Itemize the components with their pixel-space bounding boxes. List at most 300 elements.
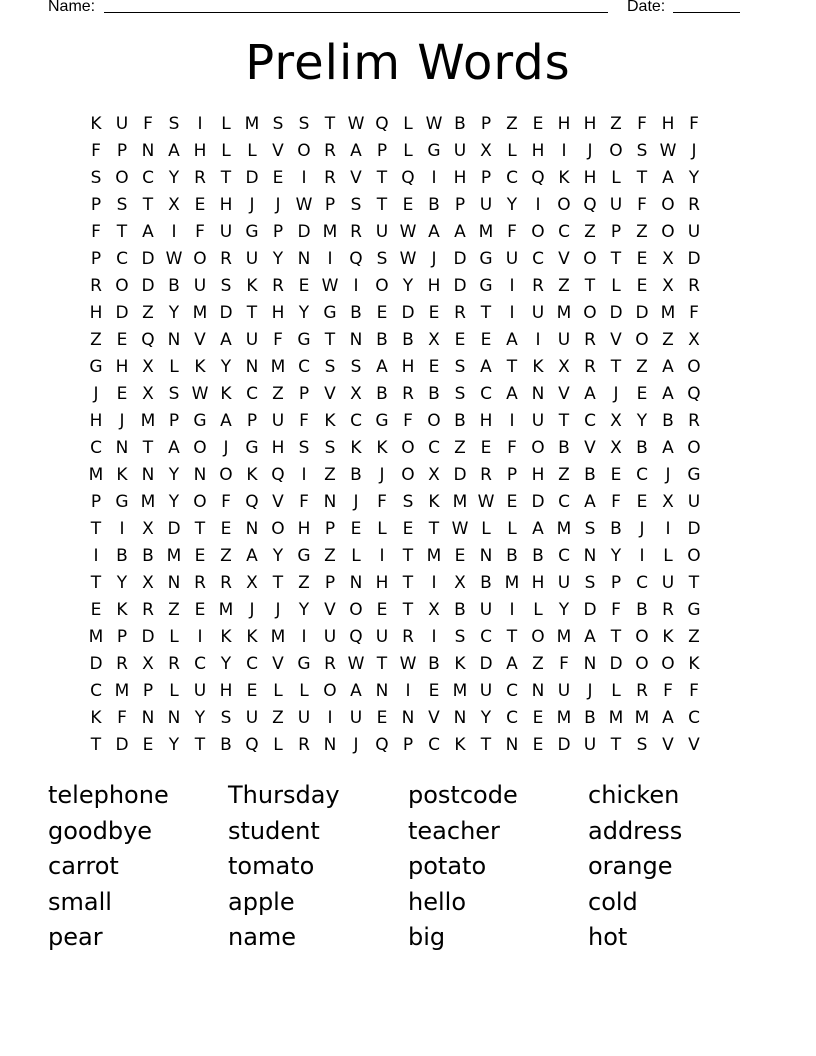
grid-letter: H [193,141,207,161]
grid-letter: N [531,384,545,404]
grid-letter: F [559,654,569,674]
grid-letter: C [688,708,700,728]
grid-letter: P [116,627,128,647]
grid-letter: J [275,600,281,620]
grid-letter: K [454,654,466,674]
grid-letter: P [90,249,102,269]
grid-letter: F [299,411,309,431]
grid-letter: N [141,465,155,485]
grid-letter: V [558,249,570,269]
grid-letter: R [584,330,596,350]
grid-letter: E [532,735,544,755]
grid-letter: P [454,195,466,215]
grid-letter: T [324,330,336,350]
grid-letter: K [246,465,258,485]
grid-letter: E [428,303,440,323]
date-blank-line[interactable] [673,12,740,13]
grid-letter: H [531,573,545,593]
grid-letter: F [611,492,621,512]
word-list-item: hello [408,887,466,916]
grid-letter: B [480,573,492,593]
grid-letter: U [323,627,337,647]
grid-letter: I [561,141,567,161]
grid-letter: C [194,654,206,674]
grid-letter: X [428,600,440,620]
grid-letter: B [506,546,518,566]
word-list-item: small [48,887,112,916]
grid-letter: Y [168,492,180,512]
grid-letter: I [327,249,333,269]
grid-letter: X [142,654,154,674]
grid-letter: P [298,384,310,404]
grid-letter: B [402,330,414,350]
word-list-item: telephone [48,781,169,809]
name-blank-line[interactable] [104,12,608,13]
grid-letter: F [143,114,153,134]
grid-letter: T [428,519,440,539]
grid-letter: N [323,735,337,755]
grid-letter: S [90,168,102,188]
grid-letter: W [399,249,417,269]
grid-letter: J [431,249,437,269]
grid-letter: B [350,303,362,323]
grid-letter: Y [272,546,284,566]
grid-letter: P [610,222,622,242]
grid-letter: N [453,708,467,728]
grid-letter: K [90,114,102,134]
grid-letter: E [376,708,388,728]
grid-letter: H [219,681,233,701]
grid-letter: O [193,492,207,512]
grid-letter: W [477,492,495,512]
word-list-item: pear [48,923,103,951]
grid-letter: M [140,492,156,512]
grid-letter: C [558,546,570,566]
grid-letter: D [219,303,233,323]
grid-letter: U [505,249,519,269]
grid-letter: A [662,438,674,458]
grid-letter: F [689,303,699,323]
grid-letter: T [90,519,102,539]
grid-letter: L [169,681,179,701]
grid-letter: I [301,168,307,188]
grid-letter: W [399,222,417,242]
grid-letter: H [219,195,233,215]
grid-letter: N [167,573,181,593]
grid-letter: D [609,303,623,323]
grid-letter: T [90,735,102,755]
grid-letter: X [350,384,362,404]
grid-letter: N [505,735,519,755]
grid-letter: E [454,546,466,566]
grid-letter: L [533,600,543,620]
grid-letter: L [403,114,413,134]
grid-letter: W [191,384,209,404]
grid-letter: V [610,330,622,350]
grid-letter: X [142,384,154,404]
word-list-item: tomato [228,852,315,880]
grid-letter: T [402,600,414,620]
grid-letter: U [193,681,207,701]
grid-letter: A [662,357,674,377]
grid-letter: O [583,249,597,269]
grid-letter: M [556,627,572,647]
grid-letter: E [532,708,544,728]
grid-letter: M [556,708,572,728]
word-list-item: Thursday [228,781,340,809]
grid-letter: G [245,222,259,242]
grid-letter: Z [636,222,648,242]
grid-letter: R [194,168,206,188]
grid-letter: X [610,411,622,431]
grid-letter: Q [271,465,285,485]
grid-letter: A [246,546,258,566]
grid-letter: L [507,519,517,539]
grid-letter: C [90,681,102,701]
grid-letter: V [558,384,570,404]
grid-letter: O [375,276,389,296]
grid-letter: L [351,546,361,566]
grid-letter: I [535,195,541,215]
grid-letter: O [115,168,129,188]
grid-letter: U [479,600,493,620]
grid-letter: Z [272,384,284,404]
grid-letter: O [687,438,701,458]
grid-letter: P [116,141,128,161]
word-list-item: big [408,923,446,951]
grid-letter: Z [558,465,570,485]
grid-letter: V [662,735,674,755]
grid-letter: X [688,330,700,350]
grid-letter: Z [584,222,596,242]
word-list-item: address [588,816,683,845]
grid-letter: U [557,681,571,701]
grid-letter: U [583,735,597,755]
grid-letter: S [220,708,232,728]
grid-letter: R [298,735,310,755]
grid-letter: E [532,114,544,134]
grid-letter: X [662,492,674,512]
word-list-item: student [228,816,320,845]
grid-letter: T [272,573,284,593]
grid-letter: V [324,384,336,404]
grid-letter: N [141,141,155,161]
grid-letter: M [88,627,104,647]
grid-letter: M [452,492,468,512]
grid-letter: P [324,195,336,215]
grid-letter: A [168,438,180,458]
grid-letter: H [297,519,311,539]
grid-letter: E [480,438,492,458]
grid-letter: D [583,600,597,620]
grid-letter: T [194,519,206,539]
grid-letter: D [89,654,103,674]
grid-letter: R [168,654,180,674]
grid-letter: K [376,438,388,458]
grid-letter: K [558,168,570,188]
grid-letter: D [557,735,571,755]
grid-letter: E [428,681,440,701]
grid-letter: U [375,627,389,647]
grid-letter: O [115,276,129,296]
grid-letter: D [609,654,623,674]
grid-letter: C [636,465,648,485]
grid-letter: F [637,195,647,215]
grid-letter: U [557,330,571,350]
grid-letter: U [271,411,285,431]
grid-letter: N [531,681,545,701]
grid-letter: O [427,411,441,431]
grid-letter: T [90,573,102,593]
grid-letter: B [662,411,674,431]
grid-letter: V [688,735,700,755]
grid-letter: C [584,411,596,431]
grid-letter: V [272,141,284,161]
grid-letter: I [379,546,385,566]
grid-letter: X [428,330,440,350]
grid-letter: U [609,195,623,215]
grid-letter: D [141,276,155,296]
grid-letter: J [223,438,229,458]
grid-letter: K [454,735,466,755]
grid-letter: B [558,438,570,458]
grid-letter: E [636,249,648,269]
grid-letter: C [246,654,258,674]
grid-letter: J [93,384,99,404]
grid-letter: M [140,411,156,431]
grid-letter: B [350,465,362,485]
grid-letter: M [218,600,234,620]
grid-letter: E [428,357,440,377]
grid-letter: K [532,357,544,377]
grid-letter: B [220,735,232,755]
grid-letter: I [665,519,671,539]
grid-letter: S [454,627,466,647]
grid-letter: T [610,357,622,377]
grid-letter: E [116,330,128,350]
grid-letter: T [558,411,570,431]
grid-letter: N [141,708,155,728]
grid-letter: A [506,654,518,674]
grid-letter: A [662,708,674,728]
grid-letter: D [115,303,129,323]
grid-letter: R [636,681,648,701]
grid-letter: L [663,546,673,566]
grid-letter: R [220,249,232,269]
grid-letter: K [116,465,128,485]
grid-letter: Y [272,249,284,269]
grid-letter: U [193,276,207,296]
grid-letter: S [272,114,284,134]
grid-letter: T [610,735,622,755]
grid-letter: D [531,492,545,512]
grid-letter: I [327,708,333,728]
grid-letter: B [454,411,466,431]
grid-letter: I [197,627,203,647]
grid-letter: W [347,114,365,134]
grid-letter: E [246,681,258,701]
grid-letter: T [376,168,388,188]
grid-letter: Y [168,735,180,755]
grid-letter: Z [610,114,622,134]
grid-letter: M [88,465,104,485]
grid-letter: U [479,195,493,215]
grid-letter: O [297,141,311,161]
grid-letter: Y [480,708,492,728]
grid-letter: R [688,411,700,431]
grid-letter: O [635,627,649,647]
grid-letter: J [249,600,255,620]
grid-letter: G [375,411,389,431]
grid-letter: B [116,546,128,566]
grid-letter: X [142,357,154,377]
grid-letter: F [273,330,283,350]
grid-letter: B [454,600,466,620]
grid-letter: H [115,357,129,377]
grid-letter: I [353,276,359,296]
grid-letter: B [636,438,648,458]
grid-letter: M [244,114,260,134]
grid-letter: A [376,357,388,377]
grid-letter: H [427,276,441,296]
grid-letter: E [194,195,206,215]
grid-letter: D [453,276,467,296]
grid-letter: M [270,357,286,377]
grid-letter: O [271,519,285,539]
word-list-item: teacher [408,816,500,845]
grid-letter: J [353,492,359,512]
grid-letter: A [142,222,154,242]
word-list-item: potato [408,852,487,880]
grid-letter: Z [558,276,570,296]
grid-letter: S [298,438,310,458]
grid-letter: B [428,384,440,404]
grid-letter: O [661,654,675,674]
grid-letter: Y [298,303,310,323]
grid-letter: C [480,627,492,647]
grid-letter: O [193,438,207,458]
grid-letter: Q [401,168,415,188]
grid-letter: L [221,141,231,161]
grid-letter: Z [688,627,700,647]
grid-letter: G [297,330,311,350]
grid-letter: Q [583,195,597,215]
grid-letter: K [350,438,362,458]
grid-letter: H [89,411,103,431]
grid-letter: C [298,357,310,377]
grid-letter: T [194,735,206,755]
grid-letter: C [428,438,440,458]
grid-letter: E [454,330,466,350]
grid-letter: T [324,114,336,134]
grid-letter: K [246,276,258,296]
grid-letter: T [402,546,414,566]
grid-letter: F [507,222,517,242]
grid-letter: G [89,357,103,377]
grid-letter: K [688,654,700,674]
grid-letter: R [402,384,414,404]
grid-letter: L [299,681,309,701]
grid-letter: C [350,411,362,431]
grid-letter: I [509,303,515,323]
grid-letter: K [428,492,440,512]
worksheet-header [48,0,748,17]
grid-letter: T [220,168,232,188]
grid-letter: Z [662,330,674,350]
grid-letter: Y [220,357,232,377]
grid-letter: F [91,141,101,161]
grid-letter: K [220,627,232,647]
grid-letter: O [609,141,623,161]
grid-letter: W [347,654,365,674]
grid-letter: A [584,384,596,404]
grid-letter: E [272,168,284,188]
grid-letter: T [506,357,518,377]
grid-letter: N [401,708,415,728]
grid-letter: O [661,222,675,242]
grid-letter: I [93,546,99,566]
grid-letter: Y [688,168,700,188]
grid-letter: I [197,114,203,134]
grid-letter: J [275,195,281,215]
grid-letter: X [480,141,492,161]
grid-letter: I [431,573,437,593]
grid-letter: L [403,141,413,161]
grid-letter: A [480,357,492,377]
grid-letter: P [324,519,336,539]
grid-letter: O [531,222,545,242]
grid-letter: R [116,654,128,674]
grid-letter: D [245,168,259,188]
grid-letter: F [507,438,517,458]
grid-letter: Q [349,627,363,647]
grid-letter: U [557,573,571,593]
grid-letter: J [379,465,385,485]
grid-letter: S [454,357,466,377]
grid-letter: B [532,546,544,566]
grid-letter: Q [245,735,259,755]
grid-letter: W [165,249,183,269]
grid-letter: Y [610,546,622,566]
grid-letter: T [116,222,128,242]
grid-letter: P [402,735,414,755]
grid-letter: T [480,735,492,755]
grid-letter: S [168,114,180,134]
grid-letter: Q [349,249,363,269]
grid-letter: O [635,330,649,350]
grid-letter: C [532,249,544,269]
grid-letter: C [506,708,518,728]
grid-letter: T [688,573,700,593]
grid-letter: E [194,546,206,566]
grid-letter: J [691,141,697,161]
grid-letter: A [220,330,232,350]
grid-letter: O [661,195,675,215]
grid-letter: F [377,492,387,512]
grid-letter: N [115,438,129,458]
grid-letter: S [376,249,388,269]
grid-letter: W [399,654,417,674]
word-list-item: hot [588,923,628,951]
grid-letter: T [584,276,596,296]
grid-letter: E [376,600,388,620]
grid-letter: M [114,681,130,701]
grid-letter: X [454,573,466,593]
grid-letter: U [245,708,259,728]
grid-letter: D [297,222,311,242]
grid-letter: H [531,141,545,161]
grid-letter: R [272,276,284,296]
